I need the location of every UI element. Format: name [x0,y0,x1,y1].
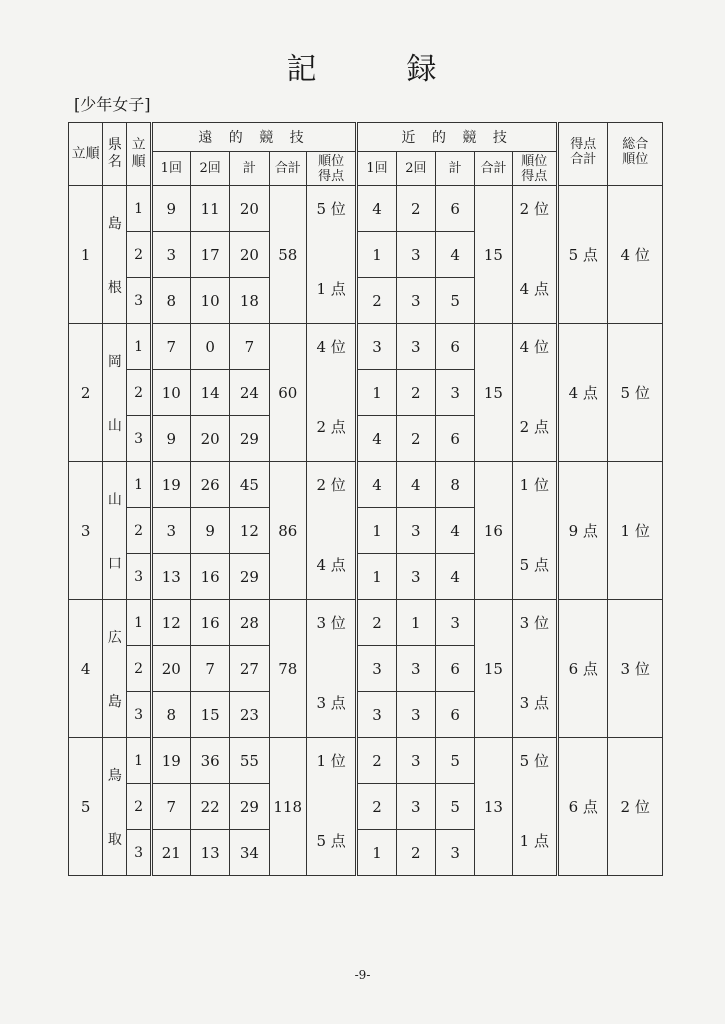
far-sum: 29 [230,554,269,600]
prefecture-char-top: 広 [107,629,122,646]
header-far-sum: 計 [230,152,269,186]
near-round-1: 1 [357,554,396,600]
prefecture-char-top: 山 [107,491,122,508]
header-far-total: 合計 [269,152,306,186]
near-sum: 5 [435,278,474,324]
near-points: 1 点 [512,830,557,876]
overall-rank: 5 位 [608,324,663,462]
near-round-2: 3 [396,784,435,830]
far-total: 78 [269,600,306,738]
near-rank-spacer [512,232,557,278]
header-near-rank: 順位 得点 [512,152,557,186]
header-overall: 総合 順位 [608,123,663,186]
far-points: 3 点 [306,692,356,738]
near-rank: 3 位 [512,600,557,646]
near-round-2: 2 [396,370,435,416]
far-rank: 5 位 [306,186,356,232]
far-rank: 2 位 [306,462,356,508]
near-sum: 6 [435,324,474,370]
far-round-1: 19 [151,738,190,784]
near-total: 15 [475,186,512,324]
page-title [0,44,725,88]
near-round-1: 4 [357,462,396,508]
far-sum: 24 [230,370,269,416]
far-round-1: 3 [151,232,190,278]
near-round-1: 1 [357,830,396,876]
far-round-2: 16 [190,600,229,646]
far-sum: 7 [230,324,269,370]
near-sum: 5 [435,784,474,830]
far-sum: 18 [230,278,269,324]
far-sum: 12 [230,508,269,554]
shooter-order: 1 [127,600,151,646]
team-number: 2 [69,324,103,462]
header-near: 近 的 競 技 [357,123,558,152]
far-round-2: 15 [190,692,229,738]
far-round-2: 36 [190,738,229,784]
far-round-1: 20 [151,646,190,692]
shooter-order: 2 [127,508,151,554]
team-number: 4 [69,600,103,738]
shooter-order: 2 [127,784,151,830]
near-rank: 1 位 [512,462,557,508]
far-sum: 34 [230,830,269,876]
far-sum: 55 [230,738,269,784]
near-round-1: 4 [357,186,396,232]
near-sum: 3 [435,830,474,876]
far-sum: 23 [230,692,269,738]
near-rank: 4 位 [512,324,557,370]
far-round-1: 3 [151,508,190,554]
far-round-2: 26 [190,462,229,508]
near-round-2: 2 [396,416,435,462]
near-points: 3 点 [512,692,557,738]
prefecture-char-bottom: 山 [107,417,122,434]
far-points: 4 点 [306,554,356,600]
near-sum: 4 [435,232,474,278]
far-round-2: 14 [190,370,229,416]
near-sum: 5 [435,738,474,784]
far-sum: 45 [230,462,269,508]
title-char-1: 記 [286,52,319,87]
far-round-2: 9 [190,508,229,554]
score-total: 6 点 [558,600,608,738]
near-sum: 6 [435,646,474,692]
shooter-order: 3 [127,692,151,738]
score-total: 6 点 [558,738,608,876]
far-round-2: 7 [190,646,229,692]
header-rank-tate: 立順 [69,123,103,186]
near-sum: 6 [435,416,474,462]
far-round-1: 10 [151,370,190,416]
far-round-2: 20 [190,416,229,462]
near-round-2: 3 [396,554,435,600]
header-near-total: 合計 [475,152,512,186]
far-sum: 28 [230,600,269,646]
near-total: 16 [475,462,512,600]
far-rank: 1 位 [306,738,356,784]
far-total: 86 [269,462,306,600]
near-round-2: 1 [396,600,435,646]
team-number: 1 [69,186,103,324]
near-round-2: 3 [396,738,435,784]
table-row [69,600,663,646]
near-rank-spacer [512,370,557,416]
far-sum: 29 [230,784,269,830]
far-round-1: 13 [151,554,190,600]
near-sum: 4 [435,554,474,600]
header-order: 立順 [127,123,151,186]
far-rank: 4 位 [306,324,356,370]
near-sum: 6 [435,186,474,232]
prefecture-char-top: 鳥 [107,767,122,784]
far-rank-spacer [306,370,356,416]
shooter-order: 2 [127,646,151,692]
near-round-2: 3 [396,646,435,692]
header-far-r2: 2回 [190,152,229,186]
near-rank-spacer [512,784,557,830]
far-points: 5 点 [306,830,356,876]
score-total: 5 点 [558,186,608,324]
far-round-1: 9 [151,186,190,232]
table-row [69,738,663,784]
shooter-order: 3 [127,416,151,462]
overall-rank: 3 位 [608,600,663,738]
score-total: 4 点 [558,324,608,462]
near-round-1: 2 [357,600,396,646]
table-row [69,462,663,508]
far-total: 60 [269,324,306,462]
table-row [69,324,663,370]
near-rank: 5 位 [512,738,557,784]
near-round-1: 3 [357,646,396,692]
page-number: -9- [354,968,371,982]
near-points: 4 点 [512,278,557,324]
near-total: 15 [475,600,512,738]
header-score-total: 得点 合計 [558,123,608,186]
shooter-order: 2 [127,232,151,278]
far-round-1: 9 [151,416,190,462]
header-near-r1: 1回 [357,152,396,186]
far-points: 2 点 [306,416,356,462]
far-round-2: 22 [190,784,229,830]
prefecture-name [103,738,127,876]
near-round-2: 3 [396,232,435,278]
near-round-2: 3 [396,692,435,738]
overall-rank: 1 位 [608,462,663,600]
near-round-2: 2 [396,186,435,232]
prefecture-char-bottom: 根 [107,279,122,296]
near-round-1: 1 [357,508,396,554]
far-sum: 27 [230,646,269,692]
prefecture-name [103,462,127,600]
header-near-r2: 2回 [396,152,435,186]
shooter-order: 1 [127,738,151,784]
near-sum: 6 [435,692,474,738]
near-sum: 8 [435,462,474,508]
near-round-2: 4 [396,462,435,508]
prefecture-char-bottom: 口 [107,555,122,572]
far-round-1: 7 [151,784,190,830]
near-round-1: 1 [357,370,396,416]
far-round-1: 19 [151,462,190,508]
overall-rank: 2 位 [608,738,663,876]
far-round-1: 12 [151,600,190,646]
near-round-1: 2 [357,784,396,830]
header-pref: 県名 [103,123,127,186]
near-points: 5 点 [512,554,557,600]
far-round-2: 13 [190,830,229,876]
near-sum: 4 [435,508,474,554]
shooter-order: 3 [127,554,151,600]
far-round-1: 8 [151,278,190,324]
near-rank: 2 位 [512,186,557,232]
near-round-2: 3 [396,278,435,324]
results-table [68,122,663,876]
shooter-order: 3 [127,830,151,876]
shooter-order: 1 [127,462,151,508]
far-round-2: 17 [190,232,229,278]
near-sum: 3 [435,600,474,646]
near-rank-spacer [512,646,557,692]
near-points: 2 点 [512,416,557,462]
title-char-2: 録 [406,52,439,87]
prefecture-char-bottom: 取 [107,831,122,848]
near-round-1: 1 [357,232,396,278]
far-round-1: 7 [151,324,190,370]
prefecture-name [103,324,127,462]
prefecture-char-bottom: 島 [107,693,122,710]
far-total: 58 [269,186,306,324]
far-round-1: 21 [151,830,190,876]
far-sum: 29 [230,416,269,462]
near-round-2: 2 [396,830,435,876]
far-points: 1 点 [306,278,356,324]
shooter-order: 1 [127,186,151,232]
near-round-1: 4 [357,416,396,462]
far-round-2: 11 [190,186,229,232]
far-rank: 3 位 [306,600,356,646]
header-near-sum: 計 [435,152,474,186]
score-total: 9 点 [558,462,608,600]
near-round-1: 3 [357,324,396,370]
prefecture-char-top: 島 [107,215,122,232]
shooter-order: 3 [127,278,151,324]
header-far: 遠 的 競 技 [151,123,357,152]
shooter-order: 2 [127,370,151,416]
near-round-2: 3 [396,508,435,554]
shooter-order: 1 [127,324,151,370]
near-round-2: 3 [396,324,435,370]
far-round-2: 0 [190,324,229,370]
near-total: 15 [475,324,512,462]
table-row [69,186,663,232]
far-rank-spacer [306,646,356,692]
far-rank-spacer [306,508,356,554]
team-number: 3 [69,462,103,600]
far-sum: 20 [230,232,269,278]
near-sum: 3 [435,370,474,416]
near-round-1: 2 [357,738,396,784]
far-sum: 20 [230,186,269,232]
prefecture-char-top: 岡 [107,353,122,370]
header-far-rank: 順位 得点 [306,152,356,186]
far-total: 118 [269,738,306,876]
near-round-1: 3 [357,692,396,738]
far-rank-spacer [306,784,356,830]
prefecture-name [103,600,127,738]
near-total: 13 [475,738,512,876]
category-label: [少年女子] [74,95,151,114]
team-number: 5 [69,738,103,876]
far-round-2: 10 [190,278,229,324]
far-round-2: 16 [190,554,229,600]
far-round-1: 8 [151,692,190,738]
near-round-1: 2 [357,278,396,324]
prefecture-name [103,186,127,324]
header-far-r1: 1回 [151,152,190,186]
near-rank-spacer [512,508,557,554]
overall-rank: 4 位 [608,186,663,324]
far-rank-spacer [306,232,356,278]
